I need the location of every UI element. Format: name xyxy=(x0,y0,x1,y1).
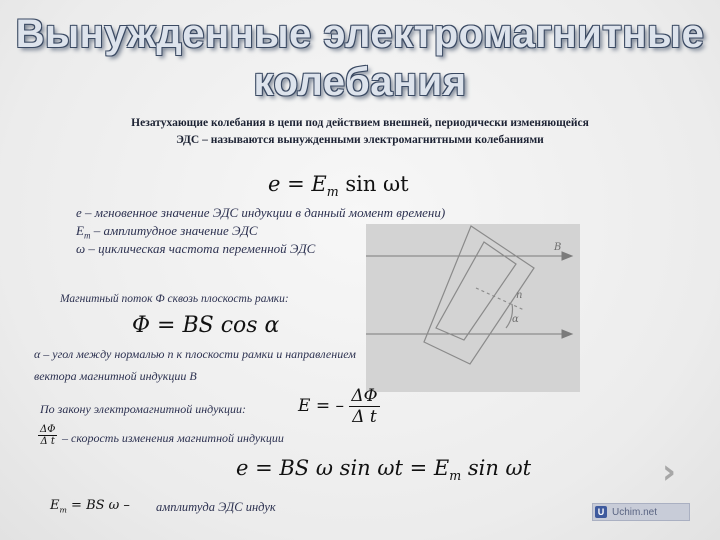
flux-label: Магнитный поток Ф сквозь плоскость рамки: xyxy=(60,293,289,305)
rate-fraction xyxy=(38,424,57,447)
slide-title-line2: колебания xyxy=(253,60,467,104)
frame-in-field-diagram xyxy=(366,224,580,392)
definition-em xyxy=(76,223,258,241)
amplitude-sub: m xyxy=(59,505,67,515)
flux-formula: Φ = BS cos α xyxy=(132,313,280,338)
flux-note-line2: вектора магнитной индукции B xyxy=(34,369,197,383)
logo-mark-icon: U xyxy=(595,506,607,518)
definition-omega: ω – циклическая частота переменной ЭДС xyxy=(76,241,316,256)
formula-emf-E: E xyxy=(311,172,327,196)
faraday-formula-E: E = – xyxy=(298,396,344,416)
diagram-label-alpha: α xyxy=(512,314,519,325)
rate-note: – скорость изменения магнитной индукции xyxy=(62,431,284,445)
amplitude-formula xyxy=(50,498,130,515)
formula-emf-e: e xyxy=(268,172,281,196)
diagram-label-n: n xyxy=(516,290,523,301)
faraday-formula xyxy=(298,386,380,427)
next-slide-chevron-icon[interactable]: › xyxy=(662,452,677,492)
intro-line-2: ЭДС – называются вынужденными электромагнитными колебаниями xyxy=(176,134,544,146)
formula-full-sub: m xyxy=(449,468,462,484)
diagram-svg xyxy=(366,224,580,392)
flux-note-line1: α – угол между нормалью n к плоскости рамки и направлением xyxy=(34,347,356,361)
definition-em-text: – амплитудное значение ЭДС xyxy=(90,223,258,238)
faraday-denominator: Δ t xyxy=(352,407,377,427)
intro-definition xyxy=(60,115,660,149)
site-logo[interactable] xyxy=(592,503,690,521)
field-arrow-1 xyxy=(562,252,572,260)
logo-text: Uchim.net xyxy=(612,506,658,518)
rate-numerator: ΔΦ xyxy=(40,424,56,435)
rate-frac xyxy=(38,424,57,447)
formula-emf-sub: m xyxy=(326,184,339,200)
amplitude-mid: = BS ω – xyxy=(66,498,130,513)
formula-emf-rest: sin ωt xyxy=(338,172,409,196)
formula-emf xyxy=(268,172,409,199)
frame-inner-outline xyxy=(436,242,516,340)
faraday-numerator: ΔΦ xyxy=(351,386,378,406)
definition-em-symbol: E xyxy=(76,223,84,238)
amplitude-E: E xyxy=(50,498,60,513)
definition-em-sub: m xyxy=(83,230,91,241)
amplitude-label: амплитуда ЭДС индук xyxy=(156,500,276,514)
intro-line-1: Незатухающие колебания в цепи под действием внешней, периодически изменяющейся xyxy=(131,117,589,129)
slide-title-line1: Вынужденные электромагнитные xyxy=(15,12,705,56)
definition-e: e – мгновенное значение ЭДС индукции в данный момент времени) xyxy=(76,205,446,220)
faraday-label: По закону электромагнитной индукции: xyxy=(40,402,247,416)
formula-full-left: e = BS ω sin ωt = E xyxy=(236,456,450,480)
formula-emf-eq: = xyxy=(280,172,312,196)
formula-full-right: sin ωt xyxy=(461,456,532,480)
formula-full xyxy=(236,456,531,483)
diagram-label-b: B xyxy=(554,242,562,253)
field-arrow-2 xyxy=(562,330,572,338)
rate-denominator: Δ t xyxy=(40,436,55,447)
faraday-fraction xyxy=(349,386,379,427)
